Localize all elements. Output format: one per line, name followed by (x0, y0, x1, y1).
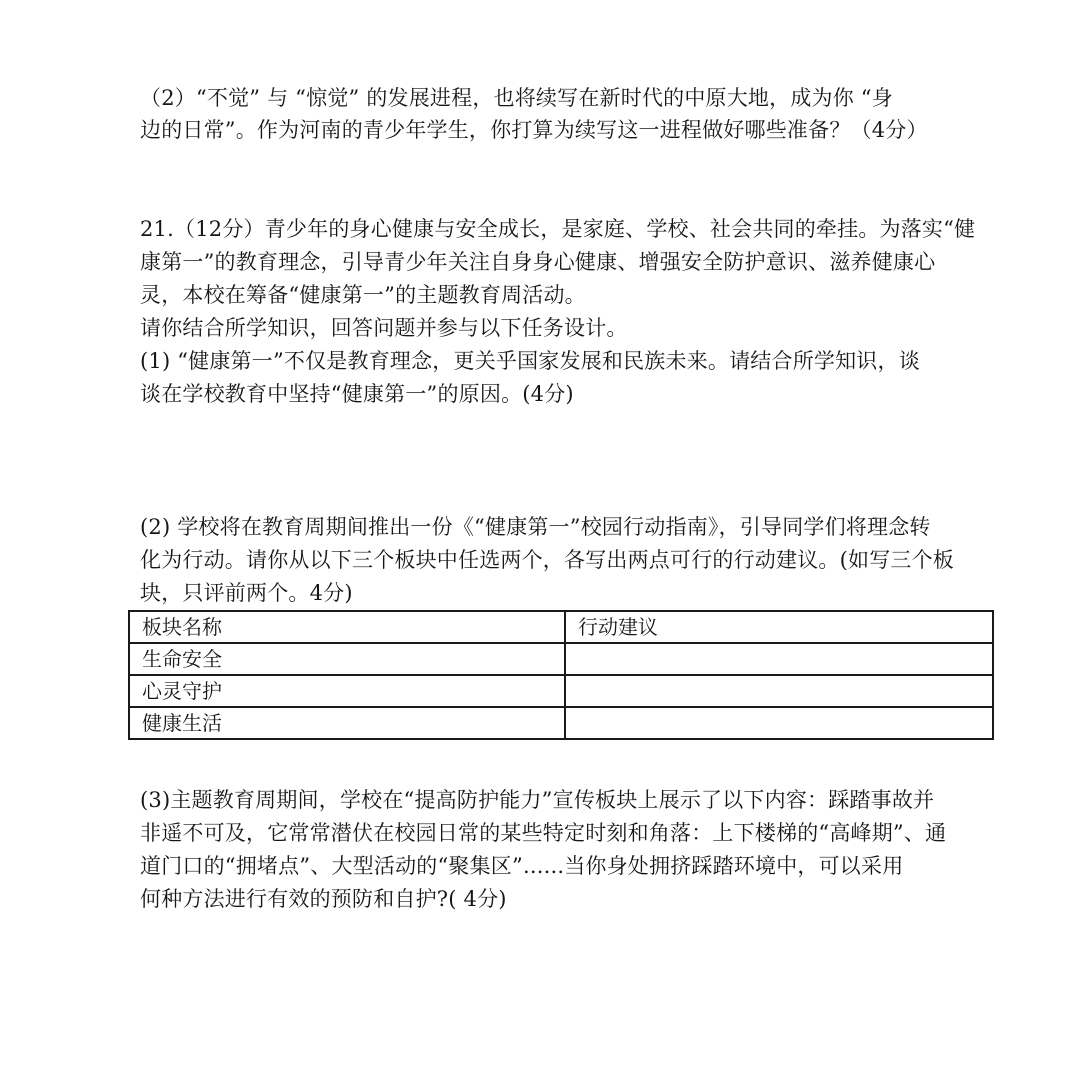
table-cell-suggestion[interactable] (565, 675, 993, 707)
q21-part1-line-1: (1) “健康第一”不仅是教育理念，更关乎国家发展和民族未来。请结合所学知识，谈 (140, 349, 920, 373)
table-header-section: 板块名称 (129, 611, 565, 643)
q21-intro-line-2: 康第一”的教育理念，引导青少年关注自身身心健康、增强安全防护意识、滋养健康心 (140, 250, 936, 274)
q21-part2-line-2: 化为行动。请你从以下三个板块中任选两个，各写出两点可行的行动建议。(如写三个板 (140, 548, 954, 572)
table-row (129, 707, 993, 739)
q21-part3-line-3: 道门口的“拥堵点”、大型活动的“聚集区”......当你身处拥挤踩踏环境中，可以采用 (140, 854, 904, 878)
table-cell-section: 生命安全 (129, 643, 565, 675)
table-row (129, 643, 993, 675)
table-row (129, 675, 993, 707)
q21-part3-line-2: 非遥不可及，它常常潜伏在校园日常的某些特定时刻和角落：上下楼梯的“高峰期”、通 (140, 821, 947, 845)
table-header-suggestion: 行动建议 (565, 611, 993, 643)
action-guide-table (128, 610, 994, 740)
q21-part3-line-1: (3)主题教育周期间，学校在“提高防护能力”宣传板块上展示了以下内容：踩踏事故并 (140, 788, 935, 812)
table-header-row (129, 611, 993, 643)
q21-instruction-line: 请你结合所学知识，回答问题并参与以下任务设计。 (140, 316, 628, 340)
q21-intro-line-3: 灵，本校在筹备“健康第一”的主题教育周活动。 (140, 283, 586, 307)
q21-part2-line-3: 块，只评前两个。4分) (140, 581, 353, 605)
q21-part3-line-4: 何种方法进行有效的预防和自护?( 4分) (140, 887, 507, 911)
q20-part2-line-1: （2）“不觉” 与 “惊觉” 的发展进程，也将续写在新时代的中原大地，成为你 “身 (140, 86, 893, 110)
q20-part2-line-2: 边的日常”。作为河南的青少年学生，你打算为续写这一进程做好哪些准备？（4分） (140, 118, 928, 142)
table-cell-suggestion[interactable] (565, 707, 993, 739)
table-cell-section: 心灵守护 (129, 675, 565, 707)
q21-part1-line-2: 谈在学校教育中坚持“健康第一”的原因。(4分) (140, 382, 574, 406)
table-cell-suggestion[interactable] (565, 643, 993, 675)
q21-intro-line-1: 21.（12分）青少年的身心健康与安全成长，是家庭、学校、社会共同的牵挂。为落实“健 (140, 217, 976, 241)
q21-part2-line-1: (2) 学校将在教育周期间推出一份《“健康第一”校园行动指南》，引导同学们将理念转 (140, 515, 931, 539)
table-cell-section: 健康生活 (129, 707, 565, 739)
